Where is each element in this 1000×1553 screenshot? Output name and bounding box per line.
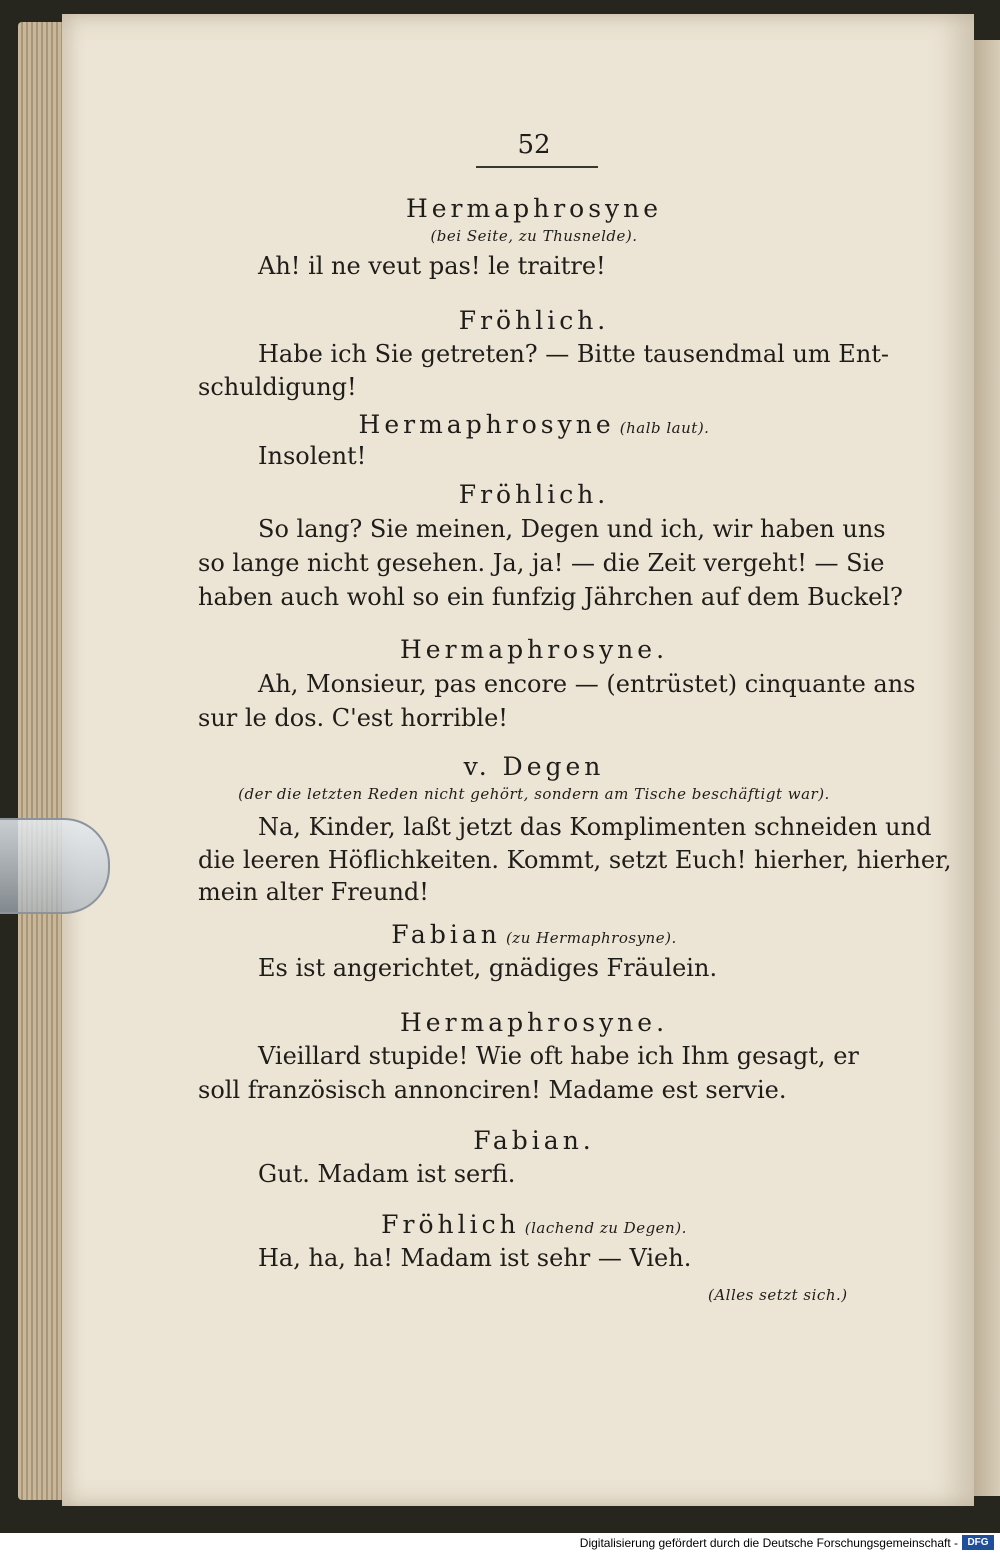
dialogue-line-14: Vieillard stupide! Wie oft habe ich Ihm gesagt, er: [258, 1042, 859, 1070]
dialogue-line-1: Ah! il ne veut pas! le traitre!: [258, 252, 606, 280]
dialogue-line-3: schuldigung!: [198, 373, 357, 401]
speaker-fabian-1-group: [198, 920, 870, 949]
stage-direction-6: (Alles setzt sich.): [708, 1286, 848, 1304]
speaker-fabian-2: Fabian.: [473, 1126, 595, 1155]
dialogue-line-15: soll französisch annonciren! Madame est servie.: [198, 1076, 787, 1104]
speaker-froehlich-3-group: [198, 1210, 870, 1239]
speaker-hermaphrosyne-1: Hermaphrosyne: [405, 194, 663, 223]
dialogue-line-4: Insolent!: [258, 442, 367, 470]
page-clip: [0, 818, 110, 914]
speaker-fabian-1: Fabian: [391, 920, 501, 949]
speaker-hermaphrosyne-4: Hermaphrosyne.: [399, 1008, 669, 1037]
dialogue-line-7: haben auch wohl so ein funfzig Jährchen auf dem Buckel?: [198, 583, 903, 611]
speaker-hermaphrosyne-3: Hermaphrosyne.: [399, 635, 669, 664]
dialogue-line-2: Habe ich Sie getreten? — Bitte tausendmal um Ent-: [258, 340, 890, 368]
dialogue-line-10: Na, Kinder, laßt jetzt das Komplimenten schneiden und: [258, 813, 932, 841]
dialogue-line-9: sur le dos. C'est horrible!: [198, 704, 508, 732]
speaker-degen: v. Degen: [463, 752, 605, 781]
speaker-froehlich-3: Fröhlich: [381, 1210, 520, 1239]
dialogue-line-13: Es ist angerichtet, gnädiges Fräulein.: [258, 954, 718, 982]
speaker-hermaphrosyne-2: Hermaphrosyne: [358, 410, 615, 439]
stage-direction-4: (zu Hermaphrosyne).: [505, 929, 677, 947]
dialogue-line-17: Ha, ha, ha! Madam ist sehr — Vieh.: [258, 1244, 692, 1272]
dialogue-line-6: so lange nicht gesehen. Ja, ja! — die Zeit vergeht! — Sie: [198, 549, 885, 577]
stage-direction-3: (der die letzten Reden nicht gehört, sondern am Tische beschäftigt war).: [238, 785, 830, 803]
dialogue-line-8: Ah, Monsieur, pas encore — (entrüstet) cinquante ans: [258, 670, 916, 698]
footer-credit: Digitalisierung gefördert durch die Deutsche Forschungsgemeinschaft -: [579, 1536, 958, 1550]
dfg-logo: DFG: [962, 1535, 994, 1550]
page-number: 52: [517, 130, 551, 160]
speaker-hermaphrosyne-2-group: [198, 410, 870, 439]
stage-direction-2: (halb laut).: [619, 419, 710, 437]
dialogue-line-12: mein alter Freund!: [198, 878, 429, 906]
dialogue-line-11: die leeren Höflichkeiten. Kommt, setzt Euch! hierher, hierher,: [198, 846, 952, 874]
stage-direction-1: (bei Seite, zu Thusnelde).: [430, 227, 638, 245]
stage-direction-5: (lachend zu Degen).: [524, 1219, 687, 1237]
dialogue-line-16: Gut. Madam ist serfi.: [258, 1160, 516, 1188]
speaker-froehlich-2: Fröhlich.: [458, 480, 610, 509]
dialogue-line-5: So lang? Sie meinen, Degen und ich, wir haben uns: [258, 515, 886, 543]
page-number-rule: [476, 166, 598, 168]
digitization-footer: [0, 1533, 1000, 1553]
speaker-froehlich-1: Fröhlich.: [458, 306, 610, 335]
facing-page-edge: [970, 40, 1000, 1496]
